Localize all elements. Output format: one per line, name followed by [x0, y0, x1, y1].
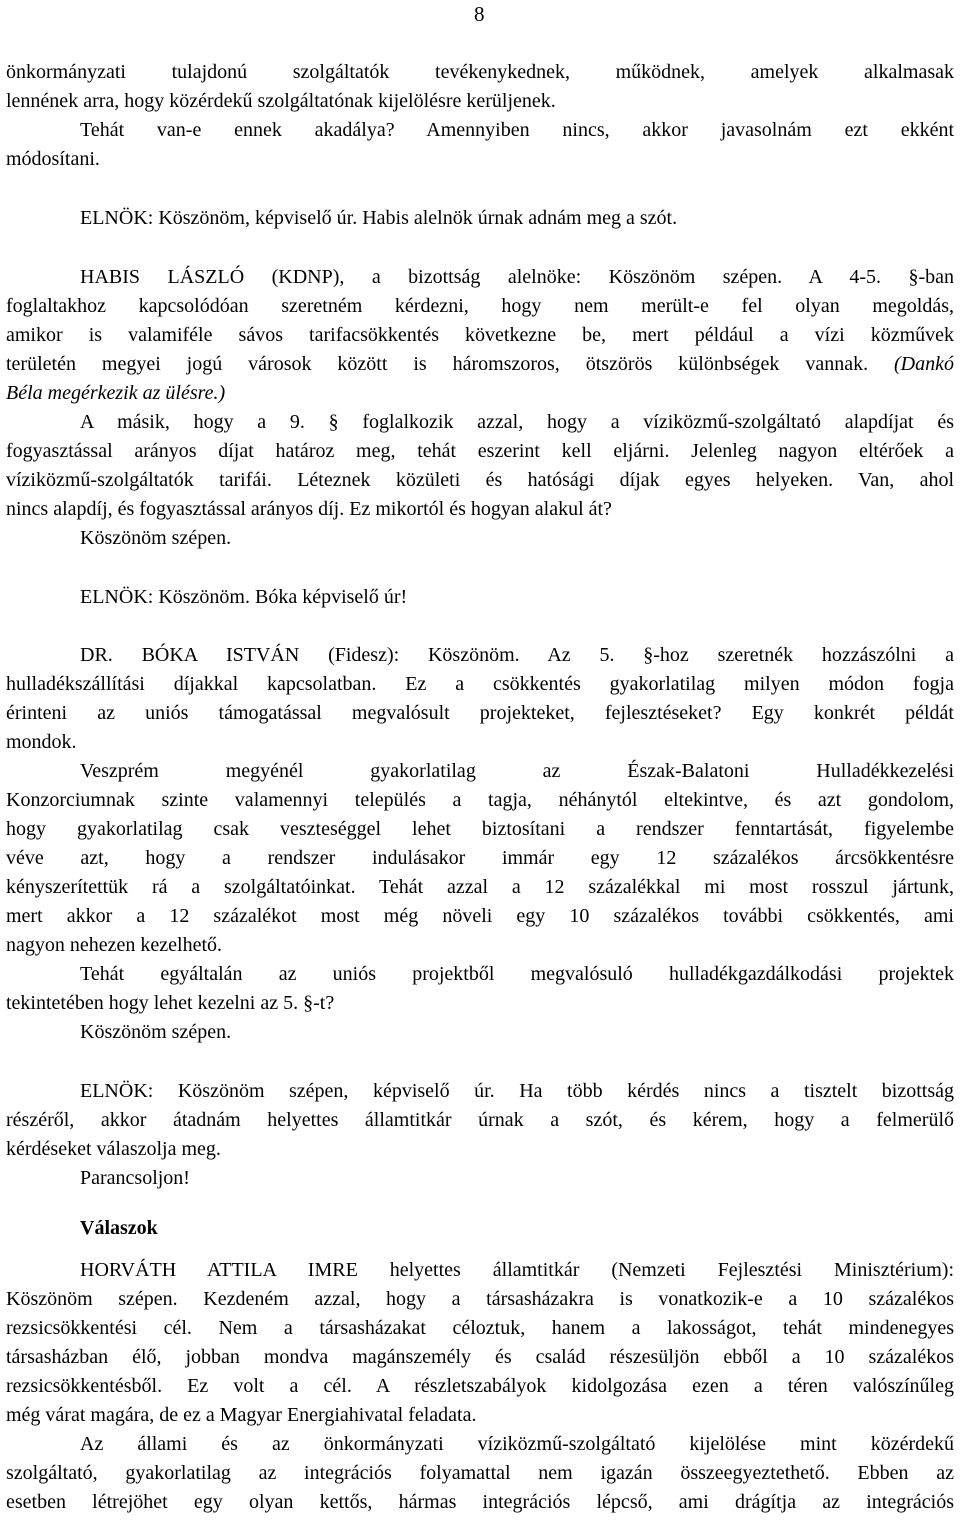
text-line: ELNÖK: Köszönöm szépen, képviselő úr. Ha több kérdés nincs a tisztelt bizottság	[80, 1080, 954, 1102]
text-line: szolgáltató, gyakorlatilag az integrációs folyamattal nem igazán összeegyeztethető. Ebben az	[6, 1462, 954, 1484]
text-line: ELNÖK: Köszönöm. Bóka képviselő úr!	[80, 586, 408, 608]
text-line: önkormányzati tulajdonú szolgáltatók tevékenykednek, működnek, amelyek alkalmasak	[6, 61, 954, 83]
text-line: kérdéseket válaszolja meg.	[6, 1138, 221, 1160]
text-line: Az állami és az önkormányzati víziközmű-szolgáltató kijelölése mint közérdekű	[80, 1433, 954, 1455]
text-line: hulladékszállítási díjakkal kapcsolatban. Ez a csökkentés gyakorlatilag milyen módon fogja	[6, 673, 954, 695]
text-line: mondok.	[6, 731, 77, 753]
text-line: kényszerítettük rá a szolgáltatóinkat. Tehát azzal a 12 százalékkal mi most rosszul jártunk,	[6, 876, 954, 898]
text-line: rezsicsökkentésből. Ez volt a cél. A részletszabályok kidolgozása ezen a téren valószínűleg	[6, 1375, 954, 1397]
text-line: rezsicsökkentési cél. Nem a társasházakat céloztuk, hanem a lakosságot, tehát mindenegyes	[6, 1317, 954, 1339]
text-line: A másik, hogy a 9. § foglalkozik azzal, hogy a víziközmű-szolgáltató alapdíjat és	[80, 411, 954, 433]
text-line: Konzorciumnak szinte valamennyi település a tagja, néhánytól eltekintve, és azt gondolom,	[6, 789, 954, 811]
text-line: még várat magára, de ez a Magyar Energiahivatal feladata.	[6, 1404, 477, 1426]
text-line: Tehát van-e ennek akadálya? Amennyiben nincs, akkor javasolnám ezt ekként	[80, 119, 954, 141]
text-line: tekintetében hogy lehet kezelni az 5. §-t?	[6, 992, 335, 1014]
text-line: hogy gyakorlatilag csak veszteséggel lehet biztosítani a rendszer fenntartását, figyelembe	[6, 818, 954, 840]
text-line: HORVÁTH ATTILA IMRE helyettes államtitkár (Nemzeti Fejlesztési Minisztérium):	[80, 1259, 954, 1281]
text-line: víziközmű-szolgáltatók tarifái. Léteznek közületi és hatósági díjak egyes helyeken. Van, ahol	[6, 469, 954, 491]
text-line: Veszprém megyénél gyakorlatilag az Észak-Balatoni Hulladékkezelési	[80, 760, 954, 782]
text-line: mert akkor a 12 százalékot most még növeli egy 10 százalékos további csökkentés, ami	[6, 905, 954, 927]
section-heading: Válaszok	[80, 1217, 158, 1239]
text-line: módosítani.	[6, 148, 100, 170]
text-line: ELNÖK: Köszönöm, képviselő úr. Habis alelnök úrnak adnám meg a szót.	[80, 207, 678, 229]
text-line: nincs alapdíj, és fogyasztással arányos díj. Ez mikortól és hogyan alakul át?	[6, 498, 612, 520]
text-line: fogyasztással arányos díjat határoz meg, tehát eszerint kell eljárni. Jelenleg nagyon eltérőek a	[6, 440, 954, 462]
text-line: véve azt, hogy a rendszer indulásakor immár egy 12 százalékos árcsökkentésre	[6, 847, 954, 869]
text-line: Tehát egyáltalán az uniós projektből megvalósuló hulladékgazdálkodási projektek	[80, 963, 954, 985]
text-line: HABIS LÁSZLÓ (KDNP), a bizottság alelnöke: Köszönöm szépen. A 4-5. §-ban	[80, 266, 954, 288]
text-line: Parancsoljon!	[80, 1167, 190, 1189]
text-line: nagyon nehezen kezelhető.	[6, 934, 223, 956]
text-line: részéről, akkor átadnám helyettes államtitkár úrnak a szót, és kérem, hogy a felmerülő	[6, 1109, 954, 1131]
text-line: lennének arra, hogy közérdekű szolgáltatónak kijelölésre kerüljenek.	[6, 90, 556, 112]
text-line: társasházban élő, jobban mondva magánszemély és család részesüljön ebből a 10 százalékos	[6, 1346, 954, 1368]
stage-direction: (Dankó	[894, 353, 954, 375]
text-line: amikor is valamiféle sávos tarifacsökkentés következne be, mert például a vízi közművek	[6, 324, 954, 346]
text-line: Köszönöm szépen. Kezdeném azzal, hogy a társasházakra is vonatkozik-e a 10 százalékos	[6, 1288, 954, 1310]
text-line: Béla megérkezik az ülésre.)	[6, 382, 226, 404]
text-line: Köszönöm szépen.	[80, 527, 232, 549]
text-line: Köszönöm szépen.	[80, 1021, 232, 1043]
page-number: 8	[474, 2, 485, 26]
text-line: foglaltakhoz kapcsolódóan szeretném kérdezni, hogy nem merült-e fel olyan megoldás,	[6, 295, 954, 317]
text-line: területén megyei jogú városok között is háromszoros, ötszörös különbségek vannak. (Dankó	[6, 353, 954, 375]
text-line: érinteni az uniós támogatással megvalósult projekteket, fejlesztéseket? Egy konkrét példát	[6, 702, 954, 724]
text-line: esetben létrejöhet egy olyan kettős, hármas integrációs lépcső, ami drágítja az integrációs	[6, 1491, 954, 1513]
text-line: DR. BÓKA ISTVÁN (Fidesz): Köszönöm. Az 5. §-hoz szeretnék hozzászólni a	[80, 644, 954, 666]
